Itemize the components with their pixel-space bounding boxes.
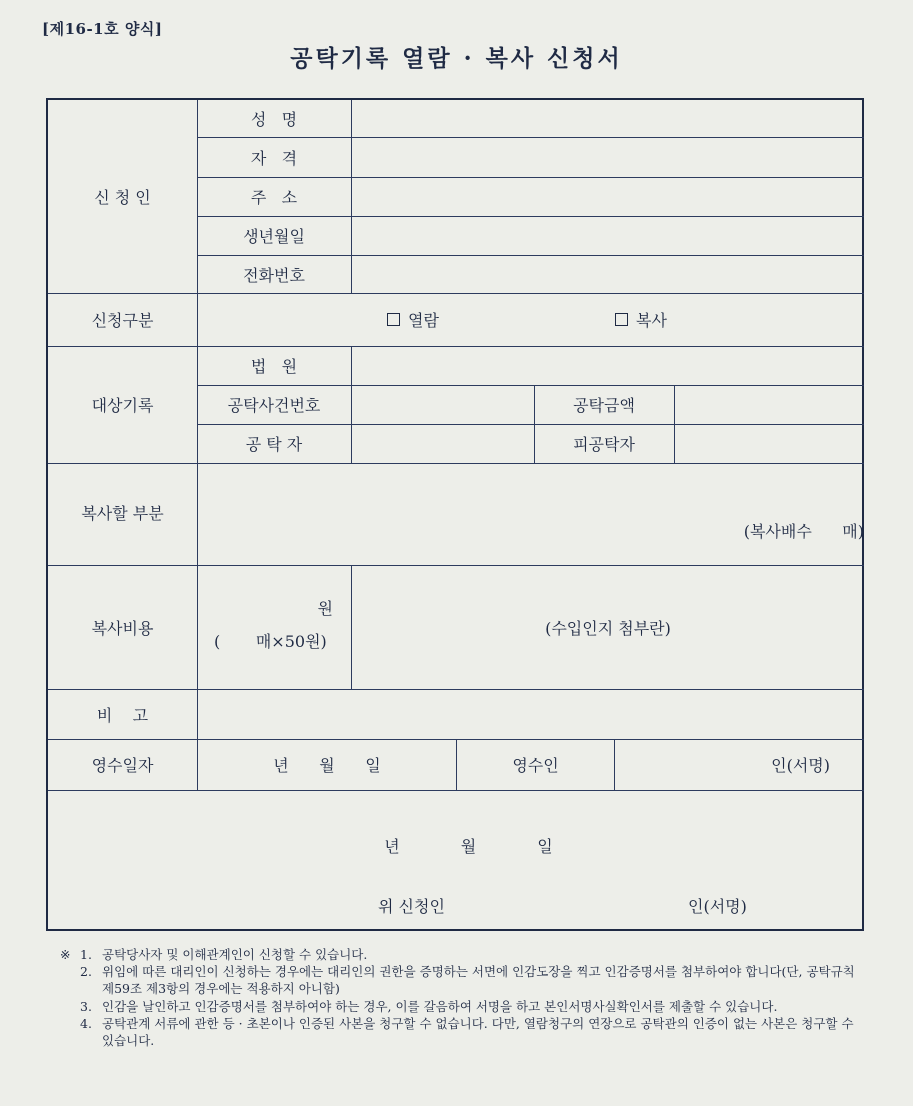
amount-field[interactable]: [675, 385, 864, 424]
depositee-label: 피공탁자: [573, 435, 635, 454]
note-item: [60, 963, 860, 997]
note-item: [60, 998, 860, 1015]
qualification-label: 자 격: [250, 148, 298, 168]
applicant-seal[interactable]: 인(서명): [688, 896, 747, 916]
view-option-label: 열람: [408, 311, 439, 330]
reference-mark: ※: [60, 947, 71, 962]
phone-label: 전화번호: [243, 265, 305, 285]
applicant-section-label: 신 청 인: [94, 188, 151, 207]
birthdate-label: 생년월일: [243, 227, 305, 246]
target-record-label: 대상기록: [91, 396, 154, 415]
note-number: 1.: [80, 947, 92, 962]
name-field[interactable]: [352, 100, 864, 137]
copy-checkbox-option[interactable]: [615, 293, 735, 346]
application-form-table: [46, 98, 864, 931]
remarks-field[interactable]: [198, 689, 864, 739]
court-label: 법 원: [250, 357, 298, 376]
copy-option-label: 복사: [636, 311, 667, 330]
note-number: 4.: [80, 1015, 92, 1031]
name-label: 성 명: [250, 110, 298, 129]
address-label: 주 소: [250, 188, 298, 207]
page-title: 공탁기록 열람 · 복사 신청서: [290, 45, 623, 72]
phone-field[interactable]: [352, 255, 864, 293]
view-checkbox[interactable]: [387, 313, 400, 326]
case-number-label: 공탁사건번호: [227, 396, 321, 415]
birthdate-field[interactable]: [352, 216, 864, 255]
copy-fee-label: 복사비용: [91, 618, 154, 638]
depositee-field[interactable]: [675, 424, 864, 463]
copy-part-label: 복사할 부분: [81, 504, 164, 523]
amount-label: 공탁금액: [573, 396, 635, 415]
applicant-signature-label: 위 신청인: [378, 896, 445, 916]
remarks-label: 비 고: [96, 705, 149, 725]
receipt-date-field[interactable]: 년 월 일: [273, 756, 381, 775]
copy-part-field[interactable]: [198, 463, 864, 565]
depositor-label: 공 탁 자: [245, 435, 303, 454]
note-text: 공탁당사자 및 이해관계인이 신청할 수 있습니다.: [102, 947, 368, 962]
receiver-label: 영수인: [512, 756, 559, 775]
court-field[interactable]: [352, 346, 864, 385]
note-number: 3.: [80, 998, 92, 1014]
address-field[interactable]: [352, 177, 864, 216]
fee-won-unit: 원: [317, 598, 333, 618]
note-text: 공탁관계 서류에 관한 등 · 초본이나 인증된 사본을 청구할 수 없습니다. 다만, 열람청구의 연장으로 공탁관의 인증이 없는 사본은 청구할 수 있습니다.: [102, 1015, 854, 1049]
note-text: 인감을 날인하고 인감증명서를 첨부하여야 하는 경우, 이를 갈음하여 서명을 하고 본인서명사실확인서를 제출할 수 있습니다.: [102, 998, 778, 1014]
copy-checkbox[interactable]: [615, 313, 628, 326]
view-checkbox-option[interactable]: [387, 293, 507, 346]
receipt-date-label: 영수일자: [91, 756, 154, 775]
receiver-seal[interactable]: 인(서명): [771, 756, 830, 775]
copy-count: (복사배수 매): [743, 521, 864, 541]
note-number: 2.: [80, 964, 92, 980]
depositor-field[interactable]: [352, 424, 534, 463]
revenue-stamp-area: (수입인지 첨부란): [545, 618, 671, 638]
qualification-field[interactable]: [352, 137, 864, 177]
note-item: [60, 1015, 860, 1049]
row-divider: [48, 790, 864, 791]
form-number: [제16-1호 양식]: [42, 20, 163, 38]
fee-per-sheet: ( 매×50원): [214, 631, 327, 651]
note-text: 위임에 따른 대리인이 신청하는 경우에는 대리인의 권한을 증명하는 서면에 인감도장을 찍고 인감증명서를 첨부하여야 합니다(단, 공탁규칙 제59조 제3항의 경우에는 적용하지 아니함): [102, 964, 855, 997]
notes-section: [60, 946, 860, 1049]
note-item: [60, 946, 860, 963]
case-number-field[interactable]: [352, 385, 534, 424]
request-type-label: 신청구분: [91, 311, 154, 330]
application-date: 년 월 일: [384, 836, 553, 856]
